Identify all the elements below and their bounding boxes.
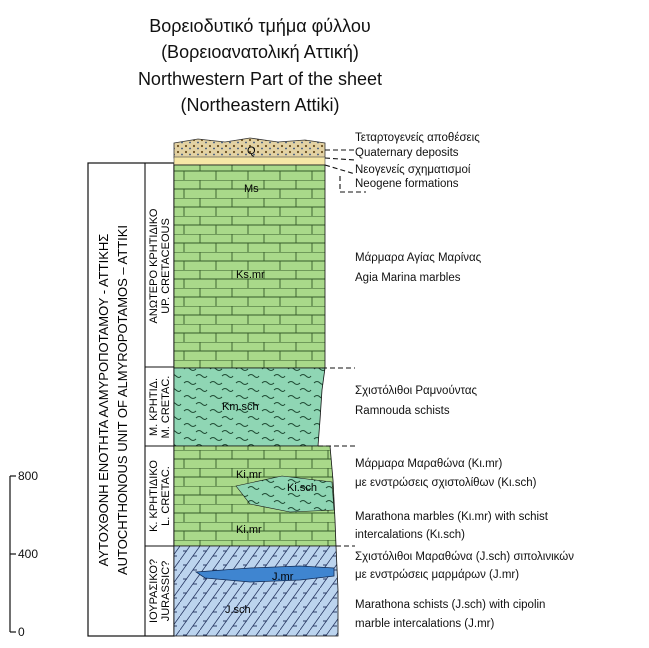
legend-jurassic-schists-english-2: marble intercalations (J.mr) [355, 618, 495, 630]
unit-label-ks-mr: Ks.mr [236, 269, 265, 281]
unit-name-english: AUTOCHTHONOUS UNIT OF ALMYROPOTAMOS – ATTIKI [115, 224, 130, 576]
unit-label-km-sch: Km.sch [222, 401, 259, 413]
legend-marathona-marbles-english-1: Marathona marbles (Kι.mr) with schist [355, 511, 548, 523]
legend-neogene-english: Neogene formations [355, 178, 459, 190]
unit-label-ms: Ms [244, 183, 259, 195]
legend-neogene-greek: Νεογενείς σχηματισμοί [355, 164, 471, 176]
age-middle-cretaceous-english: M. CRETAC. [160, 375, 172, 439]
subtitle-english: (Northeastern Attiki) [180, 95, 340, 115]
legend-ramnouda-greek: Σχιστόλιθοι Ραμνούντας [355, 385, 478, 397]
legend-jurassic-schists-english-1: Marathona schists (J.sch) with cipolin [355, 599, 546, 611]
age-upper-cretaceous-english: UP. CRETACEOUS [160, 218, 172, 314]
neogene-layer [174, 157, 325, 165]
legend-ramnouda-english: Ramnouda schists [355, 405, 450, 417]
age-jurassic-greek: ΙΟΥΡΑΣΙΚΟ? [148, 559, 160, 623]
legend-marathona-marbles-english-2: intercalations (Kι.sch) [355, 529, 465, 541]
scale-label-400: 400 [18, 547, 39, 561]
title-english: Northwestern Part of the sheet [137, 69, 383, 89]
legend-quaternary-greek: Τεταρτογενείς αποθέσεις [355, 132, 480, 144]
unit-label-ki-mr-upper: Ki.mr [236, 469, 262, 481]
age-middle-cretaceous-greek: Μ. ΚΡΗΤΙΔ. [148, 377, 160, 437]
title-greek: Βορειοδυτικό τμήμα φύλλου [149, 16, 371, 36]
unit-name-greek: ΑΥΤΟΧΘΟΝΗ ΕΝΟΤΗΤΑ ΑΛΜΥΡΟΠΟΤΑΜΟΥ - ΑΤΤΙΚΗΣ [96, 233, 111, 567]
unit-label-q: Q [247, 145, 256, 157]
unit-label-ki-mr-lower: Ki.mr [236, 524, 262, 536]
legend-jurassic-schists-greek-2: με ενστρώσεις μαρμάρων (J.mr) [355, 569, 520, 581]
age-upper-cretaceous-greek: ΑΝΩΤΕΡΟ ΚΡΗΤΙΔΙΚΟ [148, 208, 160, 324]
legend-marathona-marbles-greek-1: Μάρμαρα Μαραθώνα (Kι.mr) [355, 458, 503, 470]
legend-quaternary-english: Quaternary deposits [355, 147, 459, 159]
legend-agia-marina-greek: Μάρμαρα Αγίας Μαρίνας [355, 252, 482, 264]
age-jurassic-english: JURASSIC? [160, 560, 172, 622]
legend-agia-marina-english: Agia Marina marbles [355, 272, 461, 284]
legend-marathona-marbles-greek-2: με ενστρώσεις σχιστολίθων (Kι.sch) [355, 477, 537, 489]
unit-label-ki-sch: Ki.sch [287, 482, 317, 494]
marathona-schists [174, 546, 338, 636]
unit-label-j-mr: J.mr [272, 571, 294, 583]
unit-label-j-sch: J.sch [225, 604, 251, 616]
agia-marina-marbles [174, 165, 325, 368]
age-lower-cretaceous-greek: Κ. ΚΡΗΤΙΔΙΚΟ [148, 460, 160, 532]
scale-label-800: 800 [18, 469, 39, 483]
age-lower-cretaceous-english: L. CRETAC. [160, 466, 172, 526]
subtitle-greek: (Βορειοανατολική Αττική) [161, 42, 359, 62]
scale-label-0: 0 [18, 625, 25, 639]
scale-bar [10, 476, 16, 632]
legend-jurassic-schists-greek-1: Σχιστόλιθοι Μαραθώνα (J.sch) σιπολινικών [355, 551, 574, 563]
